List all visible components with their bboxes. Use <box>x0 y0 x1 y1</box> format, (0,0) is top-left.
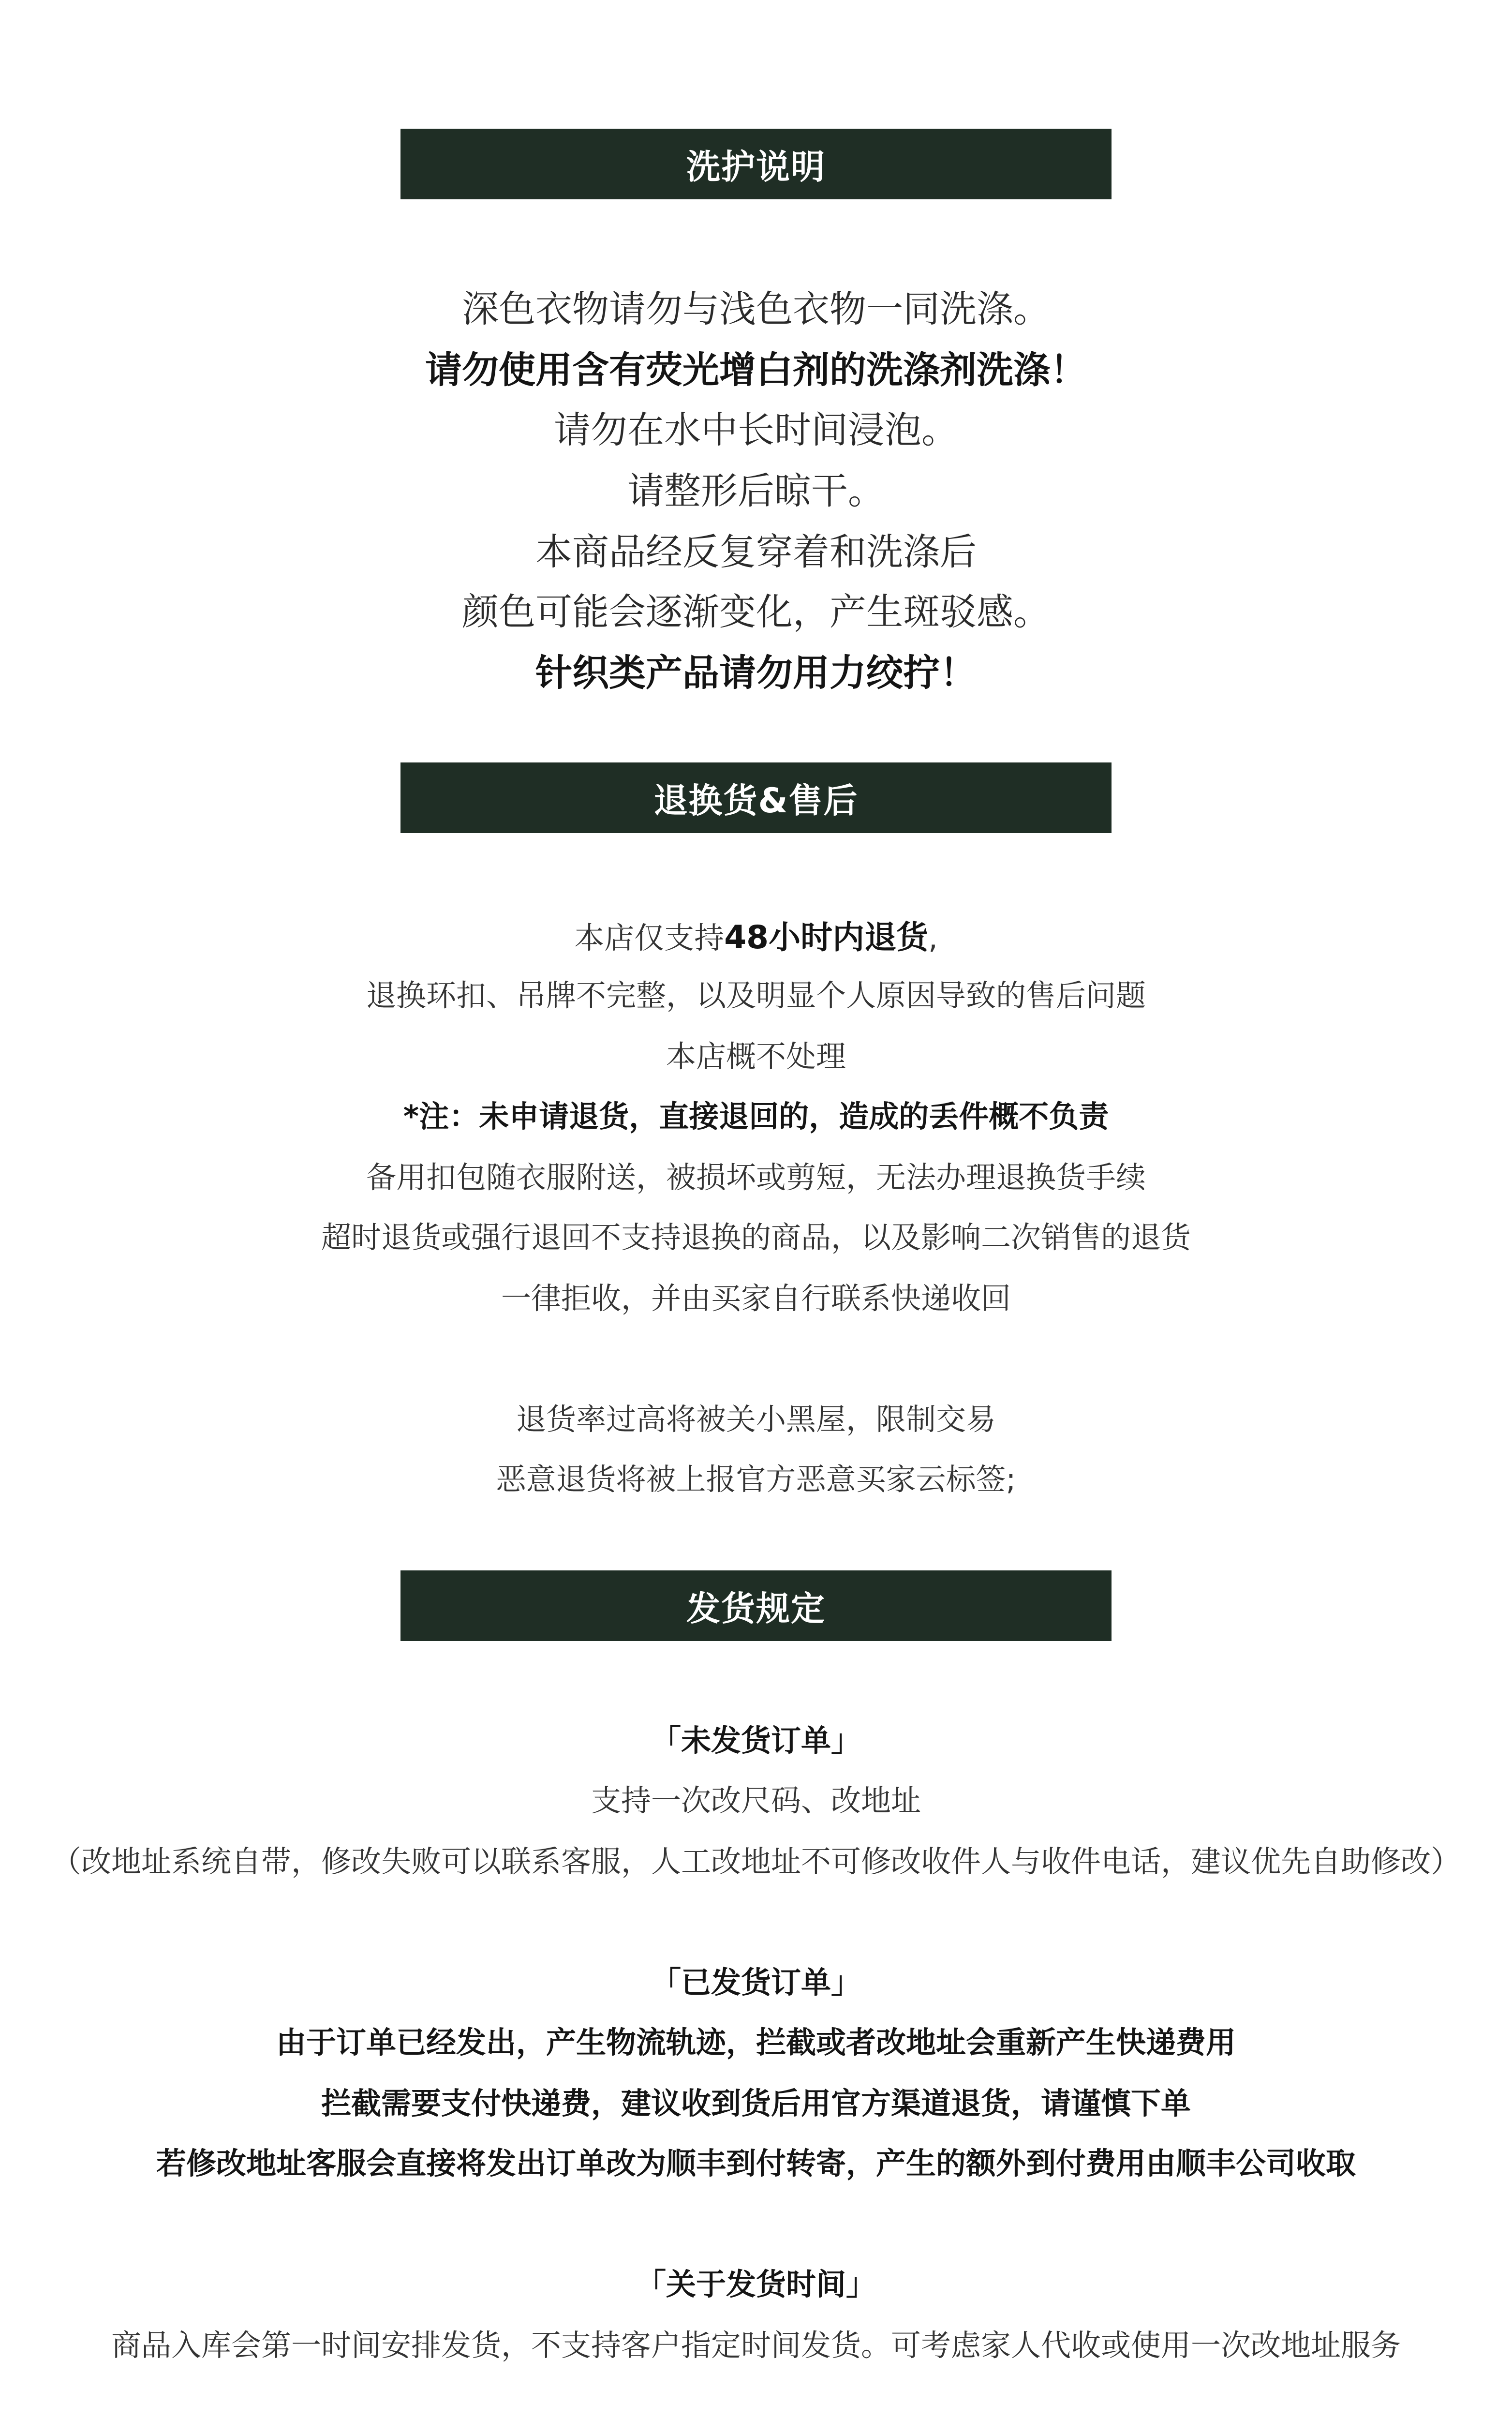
care-line: 本商品经反复穿着和洗涤后 <box>535 530 977 573</box>
returns-section-header <box>400 762 1112 833</box>
returns-window-suffix: , <box>928 920 938 956</box>
shipped-line: 由于订单已经发出，产生物流轨迹，拦截或者改地址会重新产生快递费用 <box>276 2025 1236 2060</box>
care-line: 请整形后晾干。 <box>627 469 885 512</box>
unshipped-line: 支持一次改尺码、改地址 <box>591 1783 921 1818</box>
returns-window-prefix: 本店仅支持 <box>574 920 725 956</box>
returns-line: 本店概不处理 <box>666 1039 846 1074</box>
care-line-warning: 针织类产品请勿用力绞拧！ <box>535 651 977 694</box>
returns-line-window <box>0 911 1512 957</box>
care-section-header <box>400 129 1112 199</box>
shipping-section-header <box>400 1570 1112 1641</box>
returns-line: 一律拒收，并由买家自行联系快递收回 <box>501 1281 1011 1316</box>
shipping-time-heading: 「关于发货时间」 <box>636 2267 876 2302</box>
unshipped-line: （改地址系统自带，修改失败可以联系客服，人工改地址不可修改收件人与收件电话，建议优先自助修改） <box>51 1844 1461 1879</box>
care-line: 请勿在水中长时间浸泡。 <box>554 408 958 451</box>
shipping-section-title: 发货规定 <box>686 1588 826 1628</box>
care-section-title: 洗护说明 <box>686 147 826 187</box>
unshipped-heading: 「未发货订单」 <box>651 1723 861 1758</box>
shipped-heading: 「已发货订单」 <box>651 1965 861 2000</box>
shipping-time-line: 商品入库会第一时间安排发货，不支持客户指定时间发货。可考虑家人代收或使用一次改地址服务 <box>111 2328 1401 2363</box>
care-line-warning: 请勿使用含有荧光增白剂的洗涤剂洗涤！ <box>425 348 1087 391</box>
shipped-line: 拦截需要支付快递费，建议收到货后用官方渠道退货，请谨慎下单 <box>321 2086 1191 2121</box>
care-line: 颜色可能会逐渐变化，产生斑驳感。 <box>462 590 1050 633</box>
returns-line: 退货率过高将被关小黑屋，限制交易 <box>516 1402 996 1437</box>
returns-line: 备用扣包随衣服附送，被损坏或剪短，无法办理退换货手续 <box>366 1160 1146 1195</box>
returns-line: 退换环扣、吊牌不完整，以及明显个人原因导致的售后问题 <box>366 978 1146 1013</box>
care-line: 深色衣物请勿与浅色衣物一同洗涤。 <box>462 287 1050 330</box>
returns-note: *注：未申请退货，直接退回的，造成的丢件概不负责 <box>403 1099 1109 1134</box>
returns-line: 超时退货或强行退回不支持退换的商品，以及影响二次销售的退货 <box>321 1220 1191 1255</box>
shipped-line: 若修改地址客服会直接将发出订单改为顺丰到付转寄，产生的额外到付费用由顺丰公司收取 <box>156 2146 1356 2181</box>
returns-line: 恶意退货将被上报官方恶意买家云标签; <box>496 1462 1016 1497</box>
returns-section-title: 退换货&售后 <box>653 780 859 821</box>
returns-window-highlight: 48小时内退货 <box>724 919 929 956</box>
